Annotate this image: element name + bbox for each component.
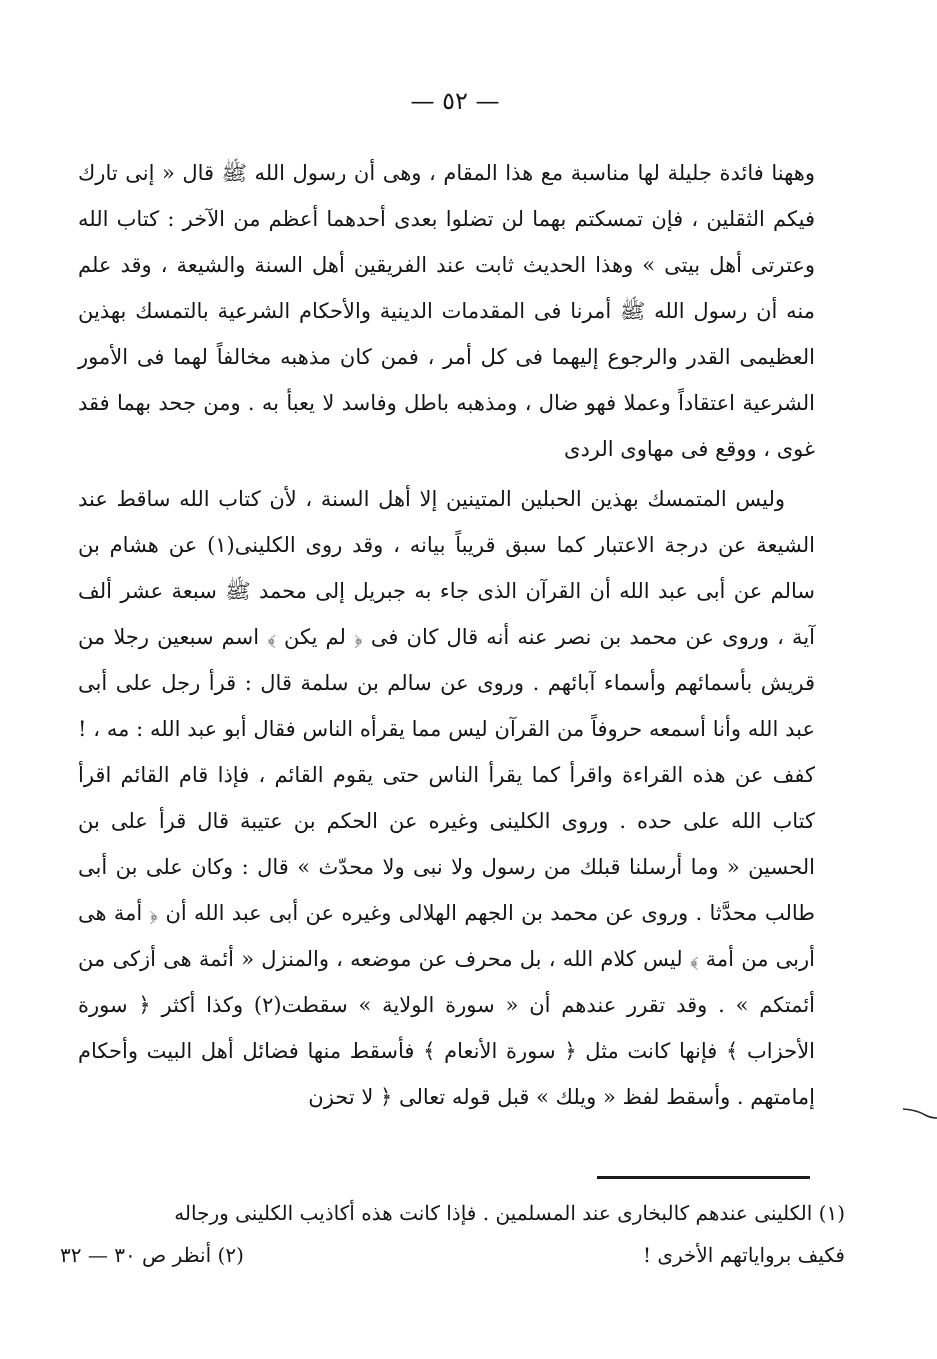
footnote-1-line-1: [60, 1192, 845, 1234]
footnote-line-2: [60, 1234, 845, 1276]
paragraph-1: وههنا فائدة جليلة لها مناسبة مع هذا المقام ، وهى أن رسول الله ﷺ قال « إنى تارك فيكم الثقلين ، فإن تمسكتم بهما لن تضلوا بعدى أحدهما أعظم من الآخر : كتاب الله وعترتى أهل بيتى » وهذا الحديث ثابت عند الفريقين أهل السنة والشيعة ، وقد علم منه أن رسول الله ﷺ أمرنا فى المقدمات الدينية والأحكام الشرعية بالتمسك بهذين العظيمى القدر والرجوع إليهما فى كل أمر ، فمن كان مذهبه مخالفاً لهما فى الأمور الشرعية اعتقاداً وعملا فهو ضال ، ومذهبه باطل وفاسد لا يعبأ به . ومن جحد بهما فقد غوى ، ووقع فى مهاوى الردى: [78, 161, 815, 461]
page-number: — ٥٢ —: [410, 87, 500, 115]
paragraph-2: وليس المتمسك بهذين الحبلين المتينين إلا أهل السنة ، لأن كتاب الله ساقط عند الشيعة عن درجة الاعتبار كما سبق قريباً بيانه ، وقد روى الكلينى(١) عن هشام بن سالم عن أبى عبد الله أن القرآن الذى جاء به جبريل إلى محمد ﷺ سبعة عشر ألف آية ، وروى عن محمد بن نصر عنه أنه قال كان فى ﴿ لم يكن ﴾ اسم سبعين رجلا من قريش بأسمائهم وأسماء آبائهم . وروى عن سالم بن سلمة قال : قرأ رجل على أبى عبد الله وأنا أسمعه حروفاً من القرآن ليس مما يقرأه الناس فقال أبو عبد الله : مه ، ! كفف عن هذه القراءة واقرأ كما يقرأ الناس حتى يقوم القائم ، فإذا قام القائم اقرأ كتاب الله على حده . وروى الكلينى وغيره عن الحكم بن عتيبة قال قرأ على بن الحسين « وما أرسلنا قبلك من رسول ولا نبى ولا محدّث » قال : وكان على بن أبى طالب محدَّثا . وروى عن محمد بن الجهم الهلالى وغيره عن أبى عبد الله أن ﴿ أمة هى أربى من أمة ﴾ ليس كلام الله ، بل محرف عن موضعه ، والمنزل « أئمة هى أزكى من أئمتكم » . وقد تقرر عندهم أن « سورة الولاية » سقطت(٢) وكذا أكثر ﴿ سورة الأحزاب ﴾ فإنها كانت مثل ﴿ سورة الأنعام ﴾ فأسقط منها فضائل أهل البيت وأحكام إمامتهم . وأسقط لفظ « ويلك » قبل قوله تعالى ﴿ لا تحزن: [78, 487, 815, 1109]
margin-mark: [903, 1106, 937, 1120]
footnotes: [60, 1192, 845, 1276]
footnote-2-text: (٢) أنظر ص ٣٠ — ٣٢: [60, 1243, 244, 1267]
footnote-1-continuation: فكيف برواياتهم الأخرى !: [642, 1243, 845, 1267]
footnote-separator: [597, 1176, 810, 1179]
footnote-1-text: (١) الكلينى عندهم كالبخارى عند المسلمين . فإذا كانت هذه أكاذيب الكلينى ورجاله: [174, 1201, 845, 1225]
main-text: [78, 150, 815, 1120]
